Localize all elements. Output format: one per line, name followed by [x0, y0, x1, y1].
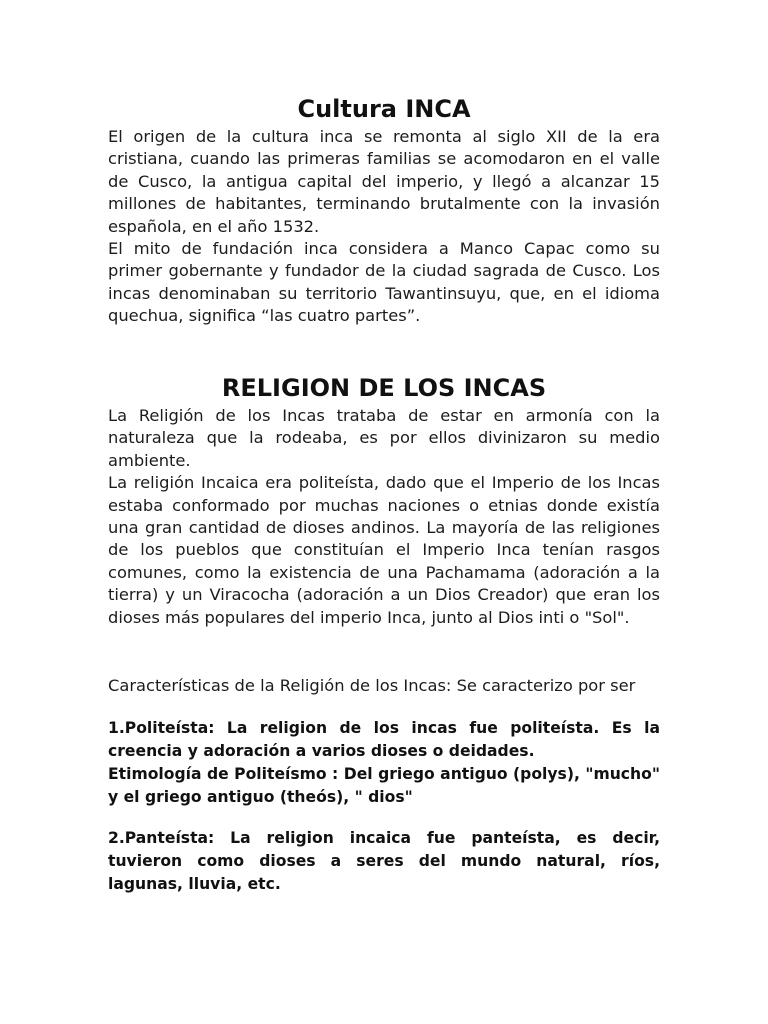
item-politeista-etymology: Etimología de Politeísmo : Del griego antiguo (polys), "mucho" y el griego antiguo (theós), " dios"	[108, 765, 660, 806]
section-title-cultura-inca: Cultura INCA	[297, 95, 471, 123]
paragraph-polytheism: La religión Incaica era politeísta, dado que el Imperio de los Incas estaba conformado por muchas naciones o etnias donde existía una gran cantidad de dioses andinos. La mayoría de las religiones de los pueblos que constituían el Imperio Inca tenían rasgos comunes, como la existencia de una Pachamama (adoración a la tierra) y un Viracocha (adoración a un Dios Creador) que eran los dioses más populares del imperio Inca, junto al Dios inti o "Sol".	[108, 473, 660, 627]
section-body-religion	[108, 405, 660, 629]
paragraph-origin: El origen de la cultura inca se remonta al siglo XII de la era cristiana, cuando las primeras familias se acomodaron en el valle de Cusco, la antigua capital del imperio, y llegó a alcanzar 15 millones de habitantes, terminando brutalmente con la invasión española, en el año 1532.	[108, 127, 660, 236]
characteristics-intro-block	[108, 675, 660, 697]
paragraph-harmony: La Religión de los Incas trataba de estar en armonía con la naturaleza que la rodeaba, es por ellos divinizaron su medio ambiente.	[108, 406, 660, 470]
item-panteista-definition: 2.Panteísta: La religion incaica fue panteísta, es decir, tuvieron como dioses a seres del mundo natural, ríos, lagunas, lluvia, etc.	[108, 829, 660, 893]
item-politeista	[108, 717, 660, 809]
item-panteista	[108, 827, 660, 896]
item-politeista-definition: 1.Politeísta: La religion de los incas fue politeísta. Es la creencia y adoración a varios dioses o deidades.	[108, 719, 660, 760]
section-body-cultura-inca	[108, 126, 660, 328]
characteristics-intro: Características de la Religión de los Incas: Se caracterizo por ser	[108, 676, 636, 695]
section-title-religion: RELIGION DE LOS INCAS	[221, 374, 547, 402]
paragraph-myth: El mito de fundación inca considera a Manco Capac como su primer gobernante y fundador de la ciudad sagrada de Cusco. Los incas denominaban su territorio Tawantinsuyu, que, en el idioma quechua, significa “las cuatro partes”.	[108, 239, 660, 326]
